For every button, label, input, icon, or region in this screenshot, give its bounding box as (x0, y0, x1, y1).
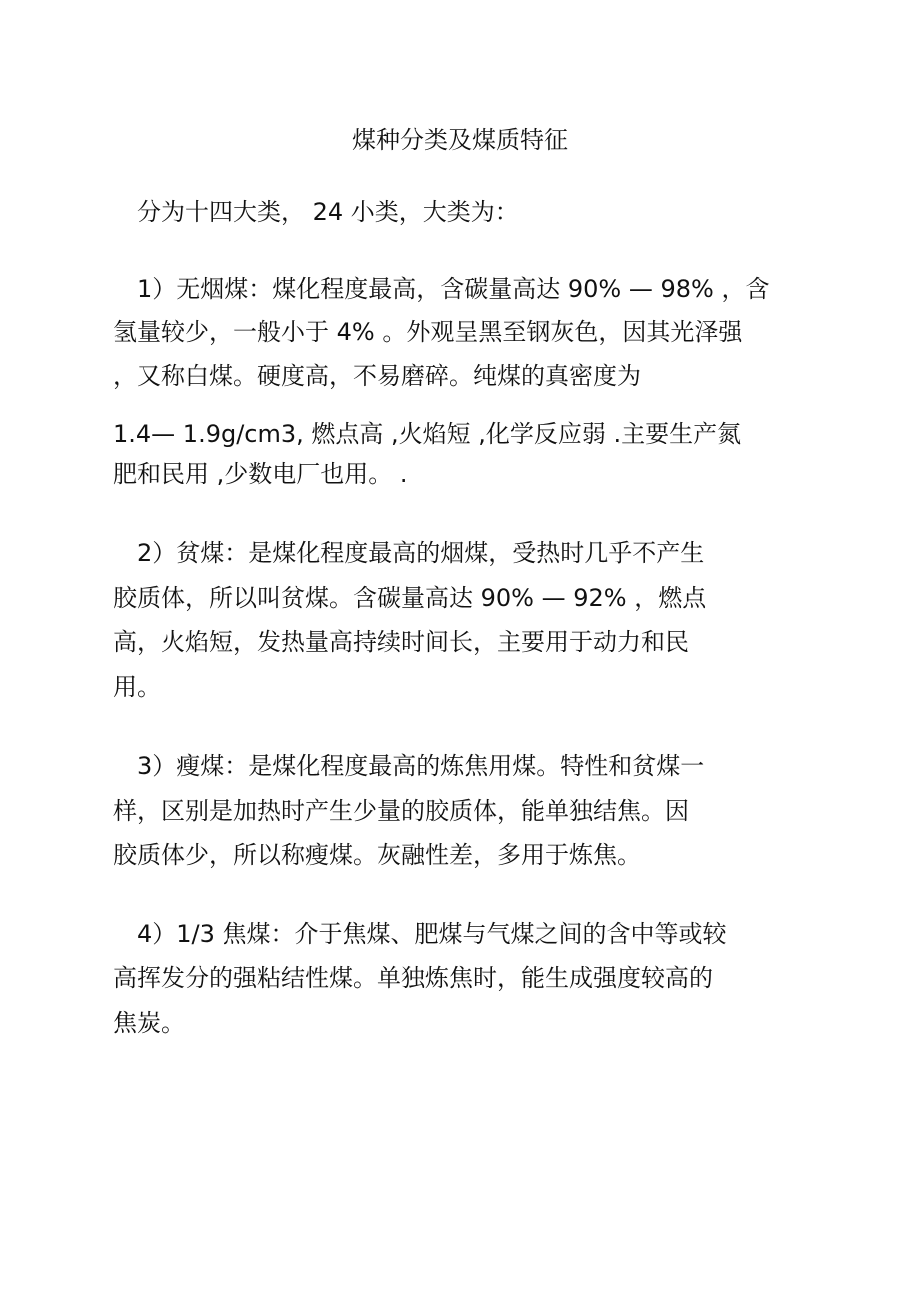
section-line: 3）瘦煤：是煤化程度最高的炼焦用煤。特性和贫煤一 (137, 752, 705, 780)
section-line: 焦炭。 (113, 1009, 185, 1037)
section-line: 胶质体，所以叫贫煤。含碳量高达 90% — 92% ，燃点 (113, 584, 707, 612)
section-line: 2）贫煤：是煤化程度最高的烟煤，受热时几乎不产生 (137, 539, 705, 567)
page-title: 煤种分类及煤质特征 (352, 126, 568, 154)
section-line: 4）1/3 焦煤：介于焦煤、肥煤与气煤之间的含中等或较 (137, 920, 727, 948)
intro-text: 分为十四大类， 24 小类，大类为： (137, 198, 519, 226)
section-line: 高，火焰短，发热量高持续时间长，主要用于动力和民 (113, 628, 689, 656)
section-line: 高挥发分的强粘结性煤。单独炼焦时，能生成强度较高的 (113, 964, 713, 992)
section-line: 样，区别是加热时产生少量的胶质体，能单独结焦。因 (113, 797, 689, 825)
section-line: 1.4— 1.9g/cm3, 燃点高 ,火焰短 ,化学反应弱 .主要生产氮 (113, 420, 742, 448)
section-line: 肥和民用 ,少数电厂也用。 . (113, 460, 408, 488)
section-line: 氢量较少，一般小于 4% 。外观呈黑至钢灰色，因其光泽强 (113, 318, 743, 346)
section-line: ，又称白煤。硬度高，不易磨碎。纯煤的真密度为 (113, 362, 641, 390)
section-line: 胶质体少，所以称瘦煤。灰融性差，多用于炼焦。 (113, 841, 641, 869)
section-line: 1）无烟煤：煤化程度最高，含碳量高达 90% — 98% ，含 (137, 275, 770, 303)
section-line: 用。 (113, 673, 161, 701)
